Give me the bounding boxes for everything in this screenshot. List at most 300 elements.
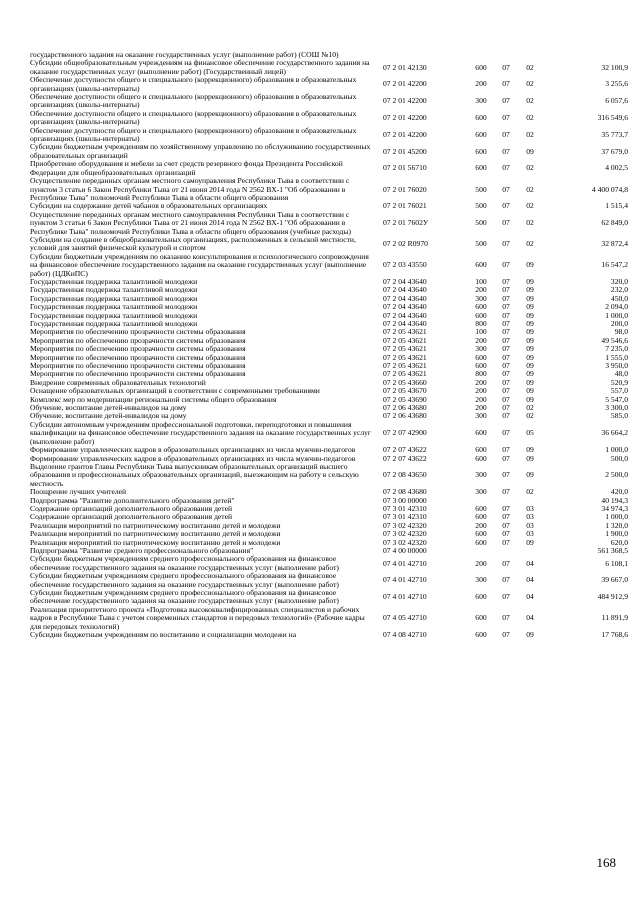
cell-vr: 300 bbox=[475, 470, 487, 480]
cell-name: Осуществление переданных органам местного самоуправления Республики Тыва в соответствии с пунктом 3 статьи 6 Закон Республики Тыва от 21 июня 2014 года N 2562 ВХ-1 "Об образовании в Республике Тыва" полномочий Республики Тыва в области общего образования bbox=[30, 176, 350, 202]
cell-rz: 07 bbox=[502, 470, 510, 480]
cell-rz: 07 bbox=[502, 445, 510, 455]
cell-pr: 04 bbox=[526, 613, 534, 623]
cell-vr: 300 bbox=[475, 575, 487, 585]
cell-rz: 07 bbox=[502, 62, 510, 72]
cell-sum: 1 000,0 bbox=[605, 445, 628, 455]
cell-name: Приобретение оборудования и мебели за счет средств резервного фонда Президента Российской Федерации для общеобразовательных организаций bbox=[30, 159, 343, 177]
cell-name: Субсидии на создание в общеобразовательных организациях, расположенных в сельской местности, условий для занятий физической культурой и спортом bbox=[30, 234, 356, 253]
cell-code: 07 2 04 43640 bbox=[383, 285, 427, 295]
cell-name: Реализация мероприятий по патриотическому воспитанию детей и молодежи bbox=[30, 537, 281, 547]
cell-vr: 600 bbox=[475, 163, 487, 173]
cell-pr: 02 bbox=[526, 113, 534, 123]
cell-sum: 98,0 bbox=[614, 327, 628, 337]
cell-code: 07 2 01 42200 bbox=[383, 96, 427, 106]
cell-sum: 520,9 bbox=[610, 377, 628, 387]
cell-vr: 600 bbox=[475, 512, 487, 522]
cell-sum: 34 974,3 bbox=[601, 503, 628, 513]
cell-sum: 5 547,0 bbox=[605, 394, 628, 404]
cell-code: 07 2 05 43690 bbox=[383, 394, 427, 404]
cell-name: Реализация приоритетного проекта «Подготовка высококвалифицированных специалистов и рабочих кадров в Республике Тыва с учетом современных стандартов и передовых технологий» (Рабочие кадры для передовых технологий) bbox=[30, 604, 365, 631]
cell-name: Содержание организаций дополнительного образования детей bbox=[30, 503, 233, 513]
cell-vr: 800 bbox=[475, 319, 487, 328]
cell-code: 07 2 01 56710 bbox=[383, 163, 427, 173]
cell-name: Субсидии бюджетным учреждениям среднего профессионального образования на финансовое обеспечение государственного задания на оказание государственных услуг (выполнение работ) bbox=[30, 554, 339, 572]
cell-vr: 600 bbox=[475, 310, 487, 320]
cell-vr: 600 bbox=[475, 129, 487, 139]
cell-code: 07 2 07 43622 bbox=[383, 445, 427, 455]
cell-sum: 11 891,9 bbox=[601, 613, 628, 623]
cell-pr: 02 bbox=[526, 403, 534, 413]
cell-rz: 07 bbox=[502, 335, 510, 345]
cell-rz: 07 bbox=[502, 361, 510, 371]
cell-pr: 02 bbox=[526, 129, 534, 139]
table-row bbox=[30, 143, 628, 160]
cell-code: 07 2 01 76021 bbox=[383, 201, 427, 211]
cell-code: 07 2 05 43660 bbox=[383, 377, 427, 387]
cell-sum: 450,0 bbox=[610, 293, 628, 303]
cell-rz: 07 bbox=[502, 163, 510, 173]
cell-pr: 09 bbox=[526, 260, 534, 270]
cell-rz: 07 bbox=[502, 487, 510, 497]
cell-code: 07 2 01 42200 bbox=[383, 129, 427, 139]
cell-rz: 07 bbox=[502, 285, 510, 295]
cell-code: 07 4 01 42710 bbox=[383, 592, 427, 602]
table-row bbox=[30, 421, 628, 446]
cell-vr: 600 bbox=[475, 113, 487, 123]
cell-vr: 600 bbox=[475, 146, 487, 156]
cell-pr: 09 bbox=[526, 293, 534, 303]
cell-pr: 02 bbox=[526, 201, 534, 211]
cell-rz: 07 bbox=[502, 113, 510, 123]
cell-sum: 7 235,0 bbox=[605, 344, 628, 354]
cell-sum: 561 368,5 bbox=[597, 545, 628, 555]
table-row bbox=[30, 177, 628, 202]
cell-rz: 07 bbox=[502, 218, 510, 228]
cell-name: Субсидии на содержание детей чабанов в образовательных организациях bbox=[30, 201, 268, 211]
cell-rz: 07 bbox=[502, 293, 510, 303]
table-row bbox=[30, 555, 628, 572]
cell-sum: 32 872,4 bbox=[601, 239, 628, 249]
cell-code: 07 2 05 43621 bbox=[383, 335, 427, 345]
cell-sum: 320,0 bbox=[610, 276, 628, 286]
cell-sum: 1 515,4 bbox=[605, 201, 628, 211]
cell-rz: 07 bbox=[502, 512, 510, 522]
cell-name: Субсидии бюджетным учреждениям по воспитанию и социализации молодежи на bbox=[30, 630, 297, 640]
cell-sum: 200,0 bbox=[610, 319, 628, 328]
cell-code: 07 2 01 42130 bbox=[383, 62, 427, 72]
cell-name: Субсидии бюджетным учреждениям среднего профессионального образования на финансовое обеспечение государственного задания на оказание государственных услуг (выполнение работ) bbox=[30, 571, 339, 589]
cell-pr: 02 bbox=[526, 239, 534, 249]
cell-pr: 09 bbox=[526, 445, 534, 455]
cell-code: 07 2 01 42200 bbox=[383, 79, 427, 89]
cell-pr: 09 bbox=[526, 630, 534, 640]
cell-code: 07 2 08 43650 bbox=[383, 470, 427, 480]
cell-pr: 02 bbox=[526, 62, 534, 72]
cell-rz: 07 bbox=[502, 403, 510, 413]
cell-code: 07 3 00 00000 bbox=[383, 495, 427, 505]
table-row bbox=[30, 160, 628, 177]
cell-sum: 6 057,6 bbox=[605, 96, 628, 106]
cell-name: Внедрение современных образовательных технологий bbox=[30, 377, 206, 387]
cell-vr: 200 bbox=[475, 520, 487, 530]
table-row bbox=[30, 236, 628, 253]
cell-vr: 500 bbox=[475, 184, 487, 194]
cell-sum bbox=[543, 51, 628, 59]
cell-name: Обучение, воспитание детей-инвалидов на дому bbox=[30, 411, 187, 421]
cell-pr: 02 bbox=[526, 218, 534, 228]
cell-pr: 03 bbox=[526, 503, 534, 513]
cell-rz: 07 bbox=[502, 592, 510, 602]
cell-code: 07 2 05 43670 bbox=[383, 386, 427, 396]
table-row bbox=[30, 589, 628, 606]
cell-rz: 07 bbox=[502, 520, 510, 530]
cell-sum: 48,0 bbox=[614, 369, 628, 379]
cell-rz: 07 bbox=[502, 537, 510, 547]
cell-vr: 800 bbox=[475, 369, 487, 379]
cell-code: 07 4 00 00000 bbox=[383, 545, 427, 555]
cell-name: Субсидии автономным учреждениям профессиональной подготовки, переподготовки и повышения квалификации на финансовое обеспечение государственного задания на оказание государственных услуг (выполнение работ) bbox=[30, 419, 372, 446]
cell-rz: 07 bbox=[502, 453, 510, 463]
cell-pr: 02 bbox=[526, 487, 534, 497]
cell-code: 07 4 01 42710 bbox=[383, 558, 427, 568]
cell-code: 07 4 05 42710 bbox=[383, 613, 427, 623]
table-row bbox=[30, 93, 628, 110]
cell-pr: 09 bbox=[526, 302, 534, 312]
cell-sum: 232,0 bbox=[610, 285, 628, 295]
cell-pr: 09 bbox=[526, 377, 534, 387]
cell-rz: 07 bbox=[502, 613, 510, 623]
cell-vr: 600 bbox=[475, 260, 487, 270]
cell-pr: 03 bbox=[526, 512, 534, 522]
cell-vr: 500 bbox=[475, 218, 487, 228]
cell-code: 07 2 07 43622 bbox=[383, 453, 427, 463]
cell-sum: 557,0 bbox=[610, 386, 628, 396]
cell-pr: 09 bbox=[526, 361, 534, 371]
cell-rz bbox=[495, 547, 517, 555]
cell-sum: 32 100,9 bbox=[601, 62, 628, 72]
table-row bbox=[30, 110, 628, 127]
cell-rz: 07 bbox=[502, 344, 510, 354]
cell-pr: 04 bbox=[526, 592, 534, 602]
cell-pr: 03 bbox=[526, 529, 534, 539]
cell-sum: 36 664,2 bbox=[601, 428, 628, 438]
cell-rz: 07 bbox=[502, 96, 510, 106]
page-number: 168 bbox=[596, 855, 616, 870]
cell-sum: 500,0 bbox=[610, 453, 628, 463]
cell-rz: 07 bbox=[502, 276, 510, 286]
cell-vr: 200 bbox=[475, 79, 487, 89]
cell-name: Государственная поддержка талантливой молодежи bbox=[30, 293, 198, 303]
cell-name: Подпрограмма "Развитие среднего профессионального образования" bbox=[30, 545, 254, 555]
cell-pr: 02 bbox=[526, 184, 534, 194]
cell-pr: 09 bbox=[526, 146, 534, 156]
cell-sum: 2 094,0 bbox=[605, 302, 628, 312]
cell-name: Субсидии бюджетным учреждениям по хозяйственному управлению по обслуживанию государственных образовательных организаций bbox=[30, 142, 371, 160]
cell-vr: 600 bbox=[475, 361, 487, 371]
cell-code: 07 3 01 42310 bbox=[383, 512, 427, 522]
cell-rz bbox=[495, 51, 517, 59]
table-row bbox=[30, 59, 628, 76]
cell-pr: 09 bbox=[526, 285, 534, 295]
cell-vr: 200 bbox=[475, 285, 487, 295]
cell-vr bbox=[467, 547, 495, 555]
cell-rz: 07 bbox=[502, 260, 510, 270]
cell-vr: 600 bbox=[475, 592, 487, 602]
cell-sum: 585,0 bbox=[610, 411, 628, 421]
cell-code: 07 2 04 43640 bbox=[383, 302, 427, 312]
cell-rz: 07 bbox=[502, 630, 510, 640]
cell-vr: 200 bbox=[475, 558, 487, 568]
cell-pr: 05 bbox=[526, 428, 534, 438]
cell-pr: 09 bbox=[526, 537, 534, 547]
cell-name: Государственная поддержка талантливой молодежи bbox=[30, 302, 198, 312]
cell-name: Мероприятия по обеспечению прозрачности системы образования bbox=[30, 335, 246, 345]
cell-vr: 300 bbox=[475, 487, 487, 497]
cell-name: Поощрение лучших учителей bbox=[30, 487, 127, 497]
cell-sum: 316 549,6 bbox=[597, 113, 628, 123]
cell-vr bbox=[467, 51, 495, 59]
cell-name: Выделение грантов Главы Республики Тыва выпускникам образовательных организаций высшего образования и профессиональных образовательных организаций, выезжающим на работу в сельскую местность bbox=[30, 461, 359, 488]
cell-rz: 07 bbox=[502, 352, 510, 362]
cell-vr: 200 bbox=[475, 403, 487, 413]
cell-pr: 04 bbox=[526, 558, 534, 568]
cell-name: Государственная поддержка талантливой молодежи bbox=[30, 310, 198, 320]
cell-code: 07 2 04 43640 bbox=[383, 310, 427, 320]
cell-pr: 02 bbox=[526, 163, 534, 173]
cell-vr: 200 bbox=[475, 386, 487, 396]
cell-rz: 07 bbox=[502, 386, 510, 396]
cell-name: Обеспечение доступности общего и специального (коррекционного) образования в образовательных организациях (школы-интернаты) bbox=[30, 108, 357, 127]
cell-vr: 200 bbox=[475, 335, 487, 345]
cell-pr: 04 bbox=[526, 575, 534, 585]
cell-rz: 07 bbox=[502, 79, 510, 89]
cell-sum: 37 679,0 bbox=[601, 146, 628, 156]
cell-rz: 07 bbox=[502, 239, 510, 249]
cell-name: Содержание организаций дополнительного образования детей bbox=[30, 512, 233, 522]
cell-sum: 16 547,2 bbox=[601, 260, 628, 270]
cell-rz: 07 bbox=[502, 575, 510, 585]
cell-rz: 07 bbox=[502, 411, 510, 421]
cell-code: 07 2 01 76020 bbox=[383, 184, 427, 194]
cell-code: 07 2 02 R0970 bbox=[383, 239, 428, 249]
table-row bbox=[30, 76, 628, 93]
cell-name: Формирование управленческих кадров в образовательных организациях из числа мужчин-педагогов bbox=[30, 453, 356, 463]
cell-vr: 300 bbox=[475, 96, 487, 106]
cell-code: 07 3 01 42310 bbox=[383, 503, 427, 513]
cell-sum: 39 667,0 bbox=[601, 575, 628, 585]
cell-code: 07 2 05 43621 bbox=[383, 352, 427, 362]
cell-vr: 600 bbox=[475, 630, 487, 640]
cell-name: Субсидии бюджетным учреждениям среднего профессионального образования на финансовое обеспечение государственного задания на оказание государственных услуг (выполнение работ) bbox=[30, 588, 339, 606]
cell-vr: 600 bbox=[475, 302, 487, 312]
cell-sum: 1 900,0 bbox=[605, 529, 628, 539]
cell-vr: 300 bbox=[475, 344, 487, 354]
cell-vr: 600 bbox=[475, 503, 487, 513]
cell-sum: 420,0 bbox=[610, 487, 628, 497]
cell-code: 07 2 01 7602У bbox=[383, 218, 429, 228]
cell-vr: 200 bbox=[475, 377, 487, 387]
cell-rz: 07 bbox=[502, 369, 510, 379]
cell-vr: 200 bbox=[475, 394, 487, 404]
cell-name: Мероприятия по обеспечению прозрачности системы образования bbox=[30, 344, 246, 354]
cell-rz: 07 bbox=[502, 302, 510, 312]
cell-name: Обеспечение доступности общего и специального (коррекционного) образования в образовательных организациях (школы-интернаты) bbox=[30, 92, 357, 110]
cell-sum: 62 849,0 bbox=[601, 218, 628, 228]
cell-code: 07 2 04 43640 bbox=[383, 319, 427, 328]
cell-pr: 09 bbox=[526, 470, 534, 480]
table-row bbox=[30, 211, 628, 236]
cell-rz: 07 bbox=[502, 310, 510, 320]
cell-sum: 4 002,5 bbox=[605, 163, 628, 173]
budget-table bbox=[30, 51, 628, 639]
cell-rz: 07 bbox=[502, 377, 510, 387]
cell-vr: 300 bbox=[475, 293, 487, 303]
cell-rz: 07 bbox=[502, 129, 510, 139]
cell-pr: 03 bbox=[526, 520, 534, 530]
cell-pr: 09 bbox=[526, 369, 534, 379]
cell-code: 07 2 03 43550 bbox=[383, 260, 427, 270]
cell-name: Мероприятия по обеспечению прозрачности системы образования bbox=[30, 352, 246, 362]
cell-vr: 600 bbox=[475, 445, 487, 455]
cell-name: Осуществление переданных органам местного самоуправления Республики Тыва в соответствии с пунктом 3 статьи 6 Закон Республики Тыва от 21 июня 2014 года N 2562 ВХ-1 "Об образовании в Республике Тыва" полномочий Республики Тыва в области общего образования (учебные расходы) bbox=[30, 209, 352, 236]
cell-sum: 1 000,0 bbox=[605, 310, 628, 320]
cell-pr: 02 bbox=[526, 411, 534, 421]
cell-rz: 07 bbox=[502, 327, 510, 337]
cell-code: 07 3 02 42320 bbox=[383, 537, 427, 547]
cell-pr bbox=[517, 547, 543, 555]
cell-pr bbox=[517, 51, 543, 59]
cell-sum: 3 255,6 bbox=[605, 79, 628, 89]
cell-rz: 07 bbox=[502, 146, 510, 156]
cell-name: Государственная поддержка талантливой молодежи bbox=[30, 285, 198, 295]
cell-rz: 07 bbox=[502, 428, 510, 438]
cell-code: 07 2 05 43621 bbox=[383, 327, 427, 337]
cell-sum: 1 000,0 bbox=[605, 512, 628, 522]
cell-code: 07 2 07 42900 bbox=[383, 428, 427, 438]
cell-code: 07 2 05 43621 bbox=[383, 344, 427, 354]
cell-name: Мероприятия по обеспечению прозрачности системы образования bbox=[30, 369, 246, 379]
cell-pr: 09 bbox=[526, 453, 534, 463]
cell-pr: 09 bbox=[526, 344, 534, 354]
cell-rz: 07 bbox=[502, 394, 510, 404]
cell-vr: 600 bbox=[475, 352, 487, 362]
cell-name: Мероприятия по обеспечению прозрачности системы образования bbox=[30, 361, 246, 371]
cell-code: 07 2 01 42200 bbox=[383, 113, 427, 123]
cell-name: Комплекс мер по модернизации региональной системы общего образования bbox=[30, 394, 277, 404]
cell-code: 07 2 05 43621 bbox=[383, 361, 427, 371]
cell-code: 07 2 05 43621 bbox=[383, 369, 427, 379]
cell-pr: 09 bbox=[526, 352, 534, 362]
cell-code: 07 3 02 42320 bbox=[383, 520, 427, 530]
cell-name: Обучение, воспитание детей-инвалидов на дому bbox=[30, 403, 187, 413]
cell-code: 07 4 01 42710 bbox=[383, 575, 427, 585]
cell-rz: 07 bbox=[502, 503, 510, 513]
cell-pr: 09 bbox=[526, 386, 534, 396]
table-row bbox=[30, 253, 628, 278]
cell-sum: 1 320,0 bbox=[605, 520, 628, 530]
cell-vr: 500 bbox=[475, 239, 487, 249]
cell-vr: 600 bbox=[475, 529, 487, 539]
cell-name: Оснащение образовательных организаций в соответствии с современными требованиями bbox=[30, 386, 320, 396]
cell-name: Субсидии общеобразовательным учреждениям на финансовое обеспечение государственного задания на оказание государственных услуг (выполнение работ) (Государственный лицей) bbox=[30, 58, 370, 76]
cell-rz: 07 bbox=[502, 558, 510, 568]
cell-rz: 07 bbox=[502, 184, 510, 194]
cell-name: Субсидии бюджетным учреждениям по оказанию консультирования и психологического сопровождения на финансовое обеспечение государственного задания на оказание государственных услуг (выполнение работ) (ЦДКиПС) bbox=[30, 251, 369, 278]
cell-sum: 35 773,7 bbox=[601, 129, 628, 139]
cell-pr: 02 bbox=[526, 96, 534, 106]
cell-sum: 6 108,1 bbox=[605, 558, 628, 568]
cell-sum: 484 912,9 bbox=[597, 592, 628, 602]
cell-sum: 49 546,6 bbox=[601, 335, 628, 345]
cell-code: 07 2 08 43680 bbox=[383, 487, 427, 497]
cell-vr: 300 bbox=[475, 411, 487, 421]
table-row bbox=[30, 606, 628, 631]
table-row bbox=[30, 572, 628, 589]
cell-rz: 07 bbox=[502, 529, 510, 539]
cell-name: Государственная поддержка талантливой молодежи bbox=[30, 276, 198, 286]
cell-name: Реализация мероприятий по патриотическому воспитанию детей и молодежи bbox=[30, 520, 281, 530]
cell-pr: 09 bbox=[526, 310, 534, 320]
cell-vr: 100 bbox=[475, 327, 487, 337]
table-row bbox=[30, 631, 628, 639]
cell-sum: 4 400 074,8 bbox=[591, 184, 628, 194]
cell-sum: 40 194,3 bbox=[601, 495, 628, 505]
cell-sum: 1 555,0 bbox=[605, 352, 628, 362]
cell-sum: 2 500,0 bbox=[605, 470, 628, 480]
cell-vr: 500 bbox=[475, 201, 487, 211]
cell-vr: 600 bbox=[475, 613, 487, 623]
cell-sum: 620,0 bbox=[610, 537, 628, 547]
cell-sum: 3 300,0 bbox=[605, 403, 628, 413]
cell-name: Мероприятия по обеспечению прозрачности системы образования bbox=[30, 327, 246, 337]
cell-name: Обеспечение доступности общего и специального (коррекционного) образования в образовательных организациях (школы-интернаты) bbox=[30, 125, 357, 144]
cell-code: 07 4 08 42710 bbox=[383, 630, 427, 640]
cell-code: 07 2 04 43640 bbox=[383, 276, 427, 286]
cell-pr: 09 bbox=[526, 327, 534, 337]
cell-sum: 3 950,0 bbox=[605, 361, 628, 371]
table-row bbox=[30, 127, 628, 144]
cell-pr: 09 bbox=[526, 276, 534, 286]
cell-vr: 600 bbox=[475, 428, 487, 438]
cell-code: 07 2 06 43680 bbox=[383, 411, 427, 421]
cell-name: Формирование управленческих кадров в образовательных организациях из числа мужчин-педагогов bbox=[30, 445, 356, 455]
cell-vr: 600 bbox=[475, 62, 487, 72]
budget-table-body bbox=[30, 51, 628, 639]
cell-code: 07 2 01 45200 bbox=[383, 146, 427, 156]
cell-name: государственного задания на оказание государственных услуг (выполнение работ) (СОШ №10) bbox=[30, 50, 339, 59]
cell-name: Обеспечение доступности общего и специального (коррекционного) образования в образовательных организациях (школы-интернаты) bbox=[30, 75, 357, 93]
cell-pr: 02 bbox=[526, 79, 534, 89]
cell-pr: 09 bbox=[526, 319, 534, 328]
cell-pr: 09 bbox=[526, 335, 534, 345]
cell-name: Государственная поддержка талантливой молодежи bbox=[30, 319, 198, 328]
cell-sum: 17 768,6 bbox=[601, 630, 628, 640]
cell-name: Подпрограмма "Развитие дополнительного образования детей" bbox=[30, 495, 235, 505]
cell-vr: 600 bbox=[475, 453, 487, 463]
cell-code: 07 2 04 43640 bbox=[383, 293, 427, 303]
cell-rz: 07 bbox=[502, 201, 510, 211]
table-row bbox=[30, 463, 628, 488]
cell-name: Реализация мероприятий по патриотическому воспитанию детей и молодежи bbox=[30, 529, 281, 539]
cell-vr: 100 bbox=[475, 276, 487, 286]
cell-vr: 600 bbox=[475, 537, 487, 547]
cell-code bbox=[379, 51, 467, 59]
cell-code: 07 2 06 43680 bbox=[383, 403, 427, 413]
cell-pr: 09 bbox=[526, 394, 534, 404]
cell-rz: 07 bbox=[502, 319, 510, 328]
cell-code: 07 3 02 42320 bbox=[383, 529, 427, 539]
